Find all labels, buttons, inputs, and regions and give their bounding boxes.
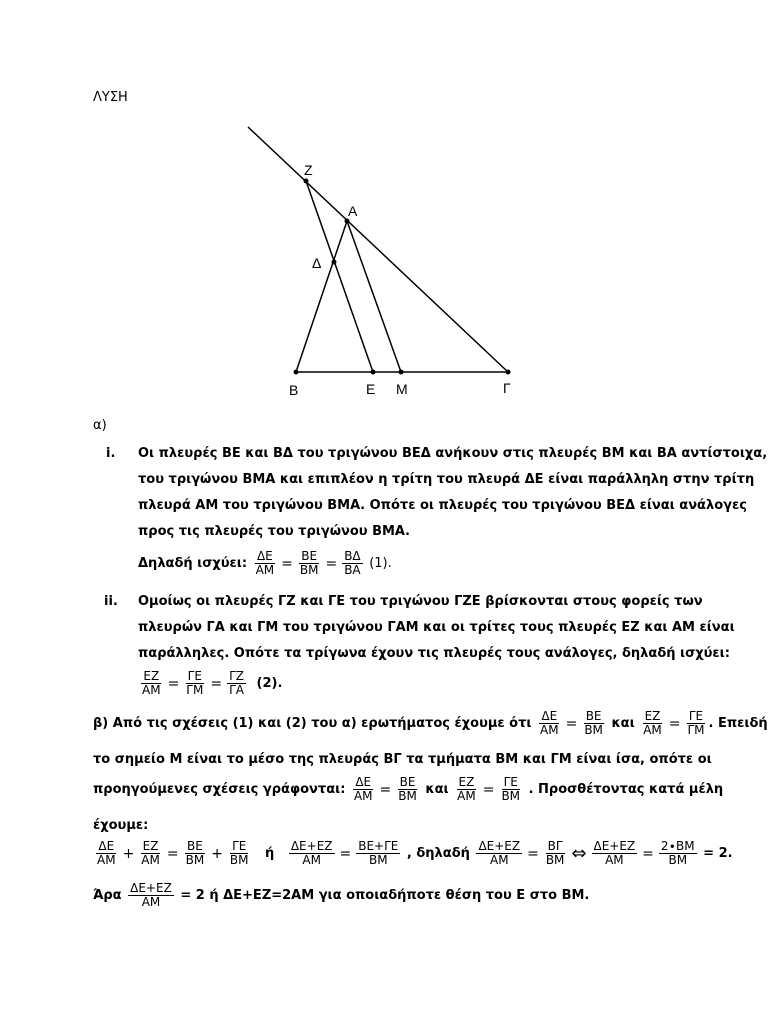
fraction-GE-GM: $\frac{\Gamma E}{\Gamma M}$: [687, 709, 705, 737]
conclusion: [93, 882, 589, 909]
fraction-GZ-GA: $\frac{\Gamma Z}{\Gamma A}$: [229, 669, 244, 697]
label-M: Μ: [396, 381, 408, 397]
point-M: [399, 370, 404, 375]
segment-AM: [347, 221, 401, 372]
fraction-DE-AM: $\frac{\Delta E}{AM}$: [97, 839, 116, 867]
part-b-text: . Επειδή: [708, 716, 768, 731]
fraction-DEEZ-AM: $\frac{\Delta E+EZ}{AM}$: [478, 839, 521, 867]
item1-line: Οι πλευρές ΒΕ και ΒΔ του τριγώνου ΒΕΔ ανήκουν στις πλευρές ΒΜ και ΒΑ αντίστοιχα,: [138, 446, 768, 461]
item1-marker: i.: [106, 446, 116, 461]
conclusion-prefix: Άρα: [93, 888, 122, 903]
label-D: Δ: [312, 255, 322, 271]
fraction-BD-BA: $\frac{B\Delta}{BA}$: [344, 549, 361, 577]
equation-2: $\frac{EZ}{AM}$ = $\frac{\Gamma E}{\Gamma M}$ = $\frac{\Gamma Z}{\Gamma A}$ (2).: [142, 669, 283, 697]
fraction-DE-AM: $\frac{\Delta E}{AM}$: [255, 549, 275, 577]
eq1-prefix: Δηλαδή ισχύει:: [138, 556, 248, 571]
fraction-DEEZ-AM: $\frac{\Delta E+EZ}{AM}$: [593, 839, 636, 867]
fraction-GE-GM: $\frac{\Gamma E}{\Gamma M}$: [186, 669, 204, 697]
fraction-GE-BM: $\frac{\Gamma E}{BM}$: [501, 775, 521, 803]
fraction-EZ-AM: $\frac{EZ}{AM}$: [643, 709, 662, 737]
label-A: Α: [348, 203, 358, 219]
point-D: [332, 260, 337, 265]
label-G: Γ: [503, 380, 511, 396]
part-b-line1: β) Από τις σχέσεις (1) και (2) του α) ερωτήματος έχουμε ότι $\frac{\Delta E}{AM}$ = $\frac{BE}{BM}$ και $\frac{EZ}{AM}$ = $\frac{\Gamma E}{\Gamma M}$ . Επειδή: [93, 709, 768, 737]
point-Z: [304, 179, 309, 184]
item2-line: παράλληλες. Οπότε τα τρίγωνα έχουν τις πλευρές τους ανάλογες, δηλαδή ισχύει:: [138, 646, 730, 661]
fraction-BEGE-BM: $\frac{BE+\Gamma E}{BM}$: [358, 839, 399, 867]
part-b-text: . Προσθέτοντας κατά μέλη: [528, 782, 724, 797]
item1-line: προς τις πλευρές του τριγώνου ΒΜΑ.: [138, 524, 410, 539]
point-G: [506, 370, 511, 375]
eq1-tag: (1).: [369, 556, 392, 571]
fraction-DEEZ-AM: $\frac{\Delta E+EZ}{AM}$: [290, 839, 333, 867]
part-b-line2: το σημείο Μ είναι το μέσο της πλευράς ΒΓ τα τμήματα ΒΜ και ΓΜ είναι ίσα, οπότε οι: [93, 752, 712, 767]
item1-line: του τριγώνου ΒΜΑ και επιπλέον η τρίτη του πλευρά ΔΕ είναι παράλληλη στην τρίτη: [138, 472, 755, 487]
item1-line: πλευρά ΑΜ του τριγώνου ΒΜΑ. Οπότε οι πλευρές του τριγώνου ΒΕΔ είναι ανάλογες: [138, 498, 747, 513]
label-B: Β: [289, 382, 299, 398]
part-b-line3: προηγούμενες σχέσεις γράφονται: $\frac{\Delta E}{AM}$ = $\frac{BE}{BM}$ και $\frac{EZ}{AM}$ = $\frac{\Gamma E}{BM}$ . Προσθέτοντας κατά μέλη: [93, 775, 724, 803]
triangle-figure: [0, 0, 768, 420]
item2-marker: ii.: [104, 594, 118, 609]
part-b-text: προηγούμενες σχέσεις γράφονται:: [93, 782, 346, 797]
item2-line: Ομοίως οι πλευρές ΓΖ και ΓΕ του τριγώνου ΓΖΕ βρίσκονται στους φορείς των: [138, 594, 703, 609]
fraction-GE-BM: $\frac{\Gamma E}{BM}$: [229, 839, 249, 867]
or-word: ή: [265, 846, 275, 861]
part-b-line4: έχουμε:: [93, 818, 149, 833]
line-through-Z-A-G: [248, 127, 508, 372]
fraction-EZ-AM: $\frac{EZ}{AM}$: [141, 839, 160, 867]
final-value: = 2.: [703, 846, 733, 861]
fraction-DEEZ-AM: $\frac{\Delta E+EZ}{AM}$: [130, 881, 172, 909]
page-heading: ΛΥΣΗ: [93, 90, 128, 105]
fraction-2BM-BM: $\frac{2\cdot BM}{BM}$: [660, 839, 695, 867]
equation-1: Δηλαδή ισχύει: $\frac{\Delta E}{AM}$ = $\frac{BE}{BM}$ = $\frac{B\Delta}{BA}$ (1).: [138, 549, 392, 577]
label-Z: Z: [304, 162, 313, 178]
point-E: [371, 370, 376, 375]
fraction-DE-AM: $\frac{\Delta E}{AM}$: [540, 709, 559, 737]
and-word: και: [611, 716, 635, 731]
fraction-DE-AM: $\frac{\Delta E}{AM}$: [353, 775, 373, 803]
fraction-BE-BM: $\frac{BE}{BM}$: [584, 709, 603, 737]
label-E: Ε: [366, 381, 376, 397]
and-word: και: [425, 782, 449, 797]
fraction-EZ-AM: $\frac{EZ}{AM}$: [142, 669, 161, 697]
fraction-BE-BM: $\frac{BE}{BM}$: [299, 549, 319, 577]
item2-line: πλευρών ΓΑ και ΓΜ του τριγώνου ΓΑΜ και οι τρίτες τους πλευρές ΕΖ και ΑΜ είναι: [138, 620, 735, 635]
fraction-BG-BM: $\frac{B\Gamma}{BM}$: [545, 839, 565, 867]
fraction-BE-BM: $\frac{BE}{BM}$: [185, 839, 205, 867]
point-A: [345, 219, 350, 224]
part-b-text: β) Από τις σχέσεις (1) και (2) του α) ερωτήματος έχουμε ότι: [93, 716, 532, 731]
fraction-BE-BM: $\frac{BE}{BM}$: [398, 775, 417, 803]
segment-ZE: [306, 181, 373, 372]
conclusion-suffix: = 2 ή ΔΕ+ΕΖ=2ΑΜ για οποιαδήποτε θέση του Ε στο ΒΜ.: [180, 888, 590, 903]
that-is-word: , δηλαδή: [406, 846, 470, 861]
point-B: [294, 370, 299, 375]
fraction-EZ-AM: $\frac{EZ}{AM}$: [457, 775, 476, 803]
part-b-sum-equation: $\frac{\Delta E}{AM}$ + $\frac{EZ}{AM}$ = $\frac{BE}{BM}$ + $\frac{\Gamma E}{BM}$ ή $\frac{\Delta E+EZ}{AM}$ = $\frac{BE+\Gamma E}{BM}$ , δηλαδή $\frac{\Delta E+EZ}{AM}$ = $\frac{B\Gamma}{BM}$ ⇔ $\frac{\Delta E+EZ}{AM}$ = $\frac{2\cdot BM}{BM}$ = 2.: [97, 839, 733, 867]
eq2-tag: (2).: [256, 676, 283, 691]
segment-BA: [296, 221, 347, 372]
part-a-label: α): [93, 418, 107, 433]
